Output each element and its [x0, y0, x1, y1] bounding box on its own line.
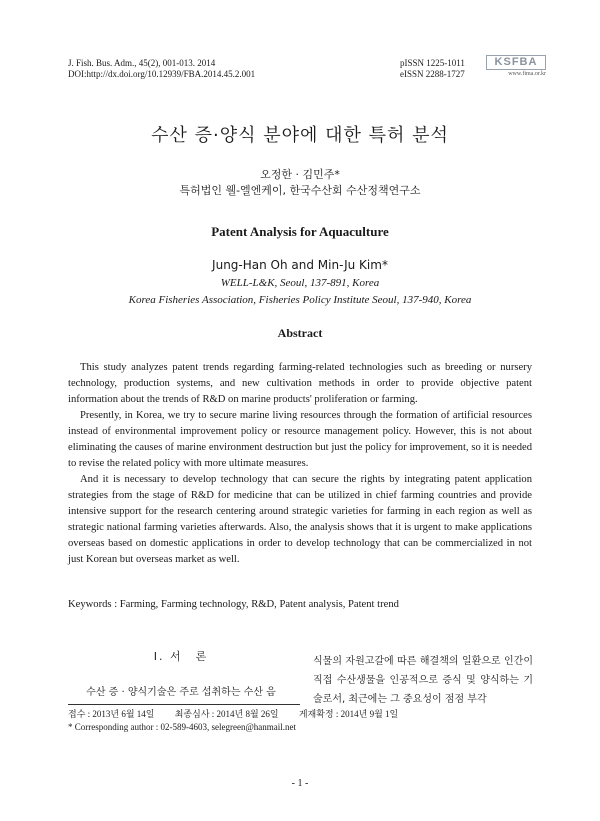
logo-mark: KSFBA [486, 55, 546, 70]
english-affiliation-1: WELL-L&K, Seoul, 137-891, Korea [220, 277, 380, 289]
abstract-paragraph: This study analyzes patent trends regarding farming-related technologies such as breeding or nursery technology, production systems, and new cultivation methods in order to provide objective patent information about the trends of R&D on marine products' proliferation or farming. [68, 362, 532, 405]
abstract-paragraph: Presently, in Korea, we try to secure marine living resources through the formation of artificial resources instead of environmental improvement policy or resource management policy. However, this is not about eliminating the causes of marine environment destruction but just the policy for improvement, so it is needed to revise the related policy with more ultimate measures. [68, 410, 532, 469]
ksfba-logo [486, 55, 546, 77]
english-title: Patent Analysis for Aquaculture [211, 224, 389, 239]
corresponding-author: * Corresponding author : 02-589-4603, selegreen@hanmail.net [68, 722, 296, 732]
korean-authors: 오정한 · 김민주* [260, 168, 340, 181]
footnote-rule [68, 704, 300, 705]
pissn: pISSN 1225-1011 [400, 58, 465, 68]
body-right-column: 식물의 자원고갈에 따른 해결책의 일환으로 인간이 직접 수산생물을 인공적으로 증식 및 양식하는 기술로서, 최근에는 그 중요성이 점점 부각 [313, 656, 533, 705]
body-left-column: 수산 증 · 양식기술은 주로 섭취하는 수산 음 [86, 687, 276, 698]
received-date: 접수 : 2013년 6월 14일 [68, 709, 155, 719]
abstract-heading: Abstract [277, 326, 323, 340]
revised-date: 최종심사 : 2014년 8월 26일 [174, 709, 279, 719]
english-affiliation-2: Korea Fisheries Association, Fisheries Policy Institute Seoul, 137-940, Korea [128, 294, 472, 306]
page-number: - 1 - [291, 778, 309, 789]
section-heading: Ⅰ. 서 론 [153, 650, 209, 663]
eissn: eISSN 2288-1727 [400, 69, 465, 79]
abstract-body [68, 360, 532, 568]
journal-header [68, 58, 255, 80]
abstract-paragraph: And it is necessary to develop technology that can secure the rights by integrating patent application strategies from the stage of R&D for medicine that can be utilized in chief farming countries and provide intensive support for the research centering around strategic varieties for farming in each region as well as strategic national farming varieties afterwards. Also, the analysis shows that it is urgent to make applications overseas based on domestic applications in order to develop technology that can be commercialized in not just Korean but overseas market as well. [68, 474, 532, 565]
footnote [68, 708, 538, 734]
accepted-date: 게재확정 : 2014년 9월 1일 [298, 709, 399, 719]
english-authors: Jung-Han Oh and Min-Ju Kim* [212, 258, 388, 272]
logo-site: www.fima.or.kr [508, 71, 546, 77]
korean-affiliation: 특허법인 웰-엘엔케이, 한국수산회 수산정책연구소 [179, 184, 421, 197]
issn-block [400, 58, 465, 80]
korean-title: 수산 증·양식 분야에 대한 특허 분석 [151, 125, 449, 146]
doi-line: DOI:http://dx.doi.org/10.12939/FBA.2014.45.2.001 [68, 69, 256, 79]
submission-dates [68, 708, 538, 721]
keywords: Keywords : Farming, Farming technology, R&D, Patent analysis, Patent trend [68, 599, 399, 610]
journal-citation: J. Fish. Bus. Adm., 45(2), 001-013. 2014 [68, 58, 216, 68]
